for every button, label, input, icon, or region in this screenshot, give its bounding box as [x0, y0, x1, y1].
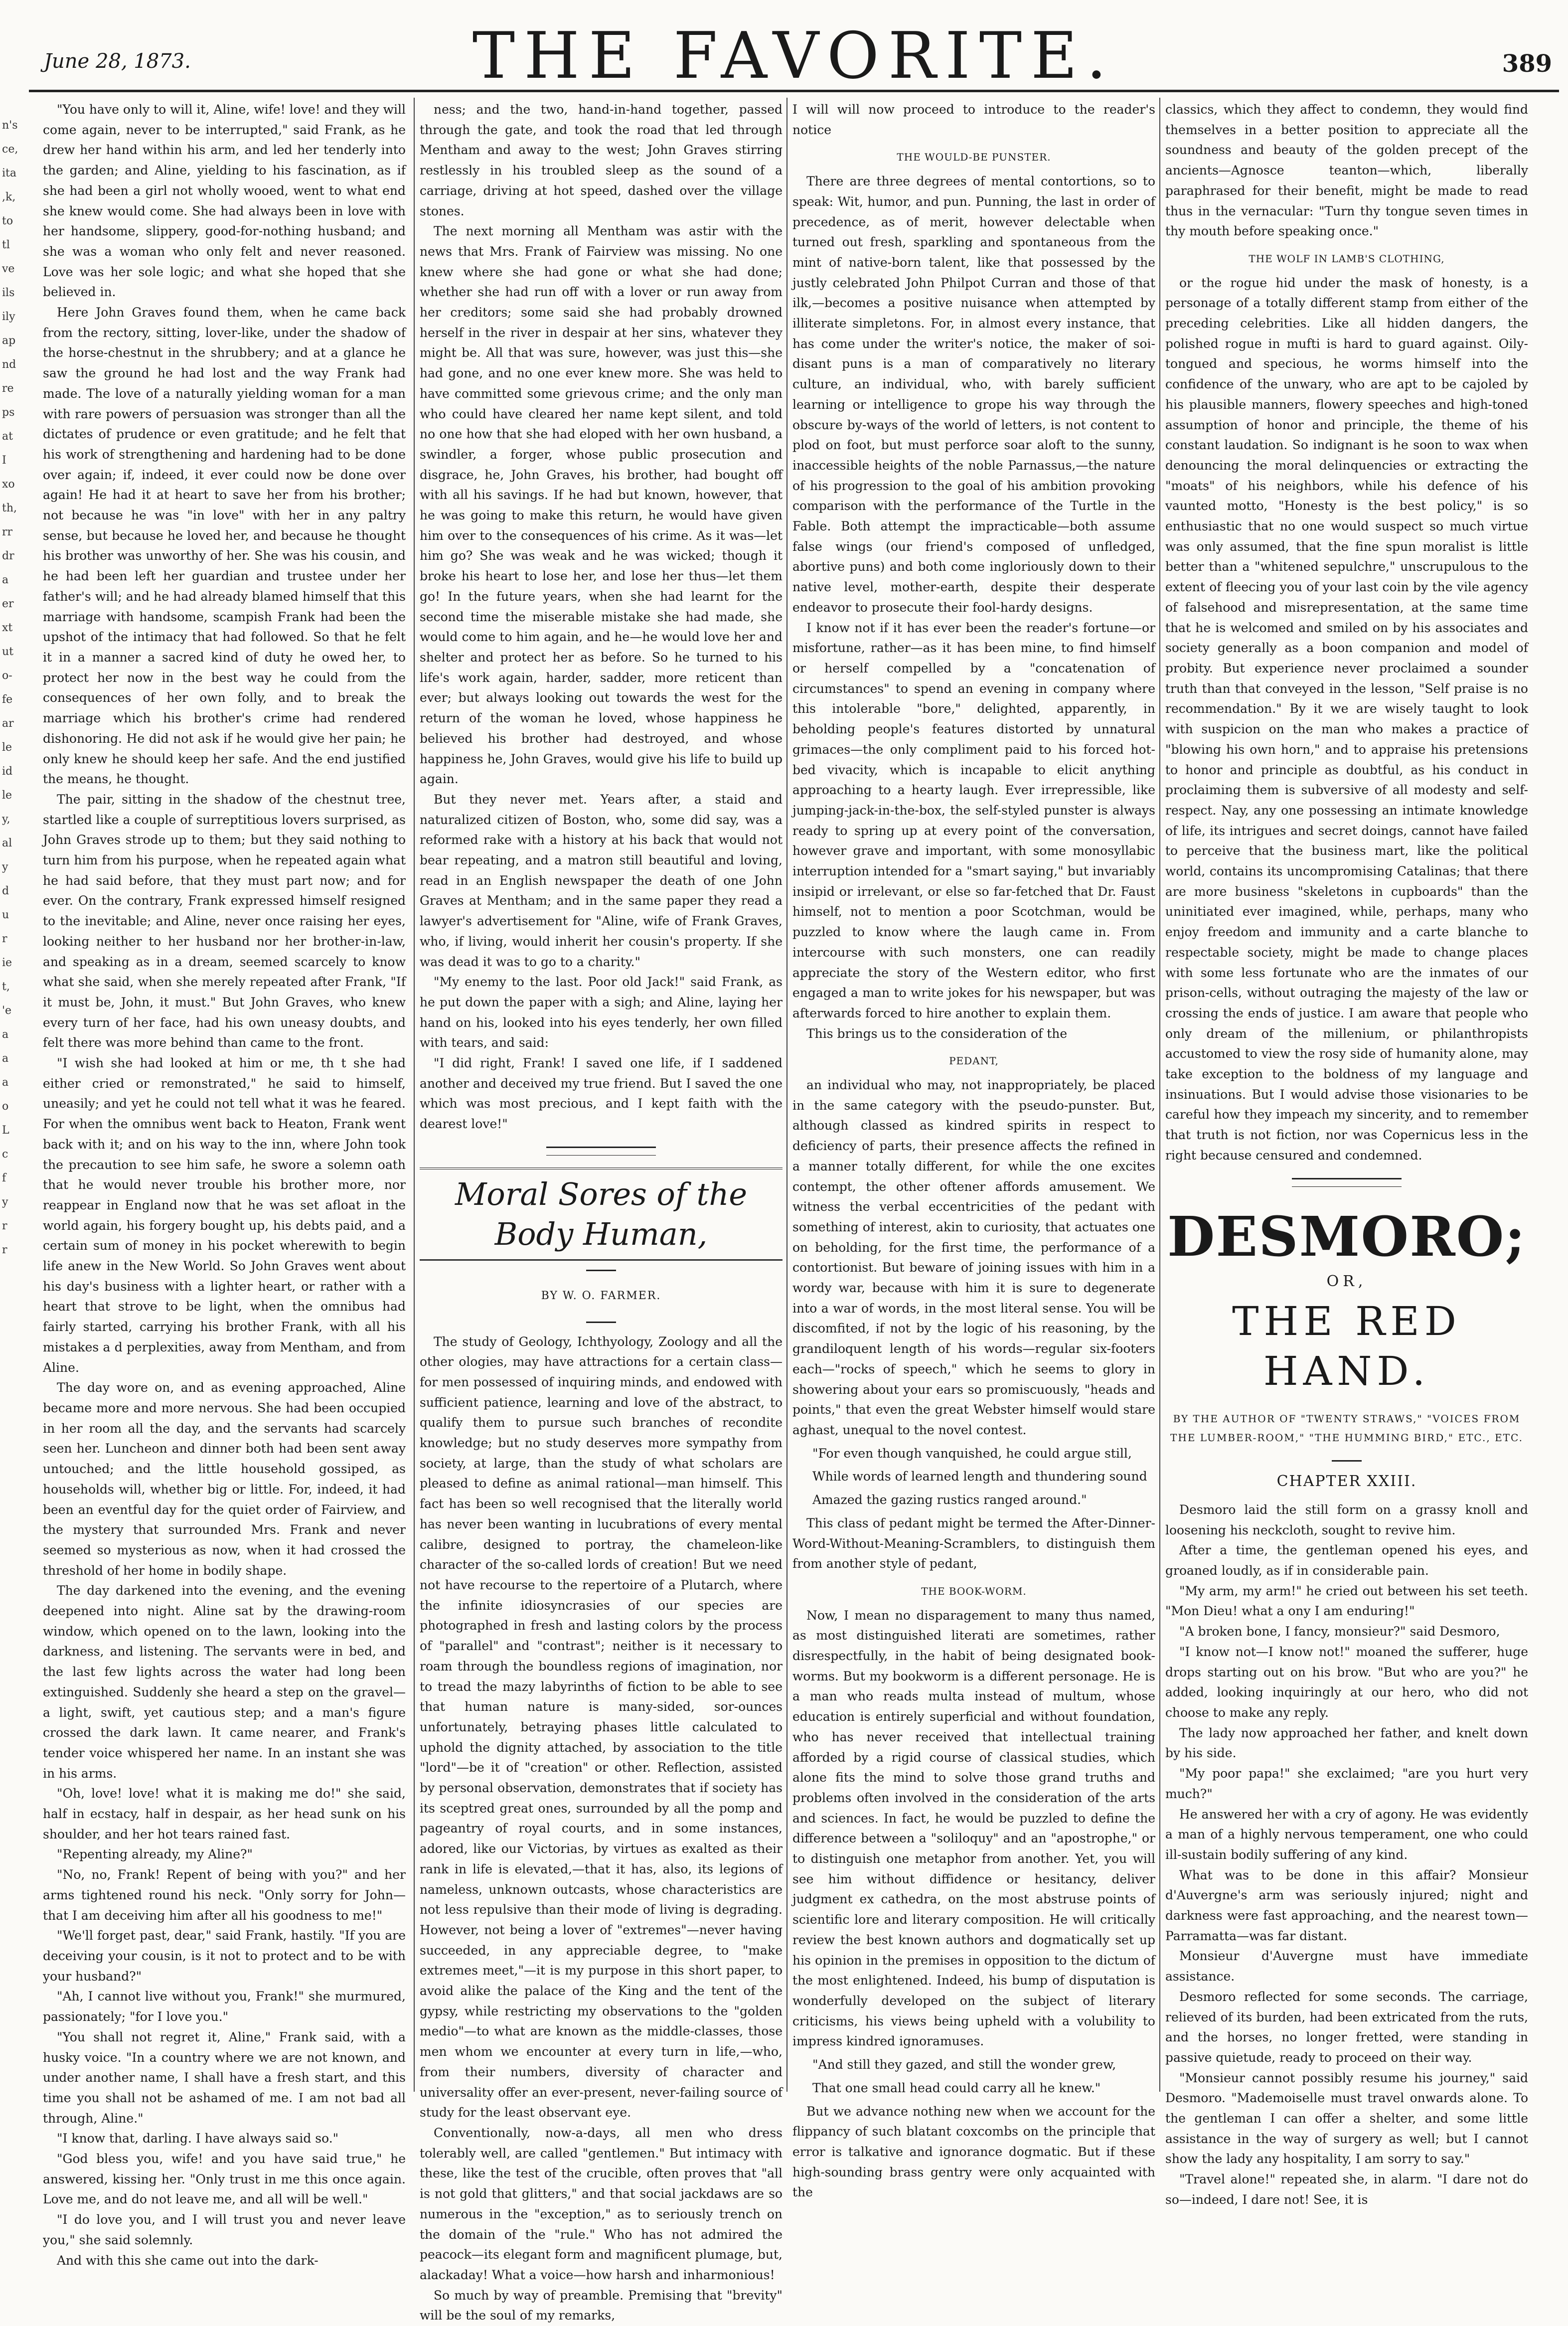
paragraph: This brings us to the consideration of the — [806, 1026, 1068, 1041]
margin-fragment: ils — [2, 287, 15, 299]
column-divider — [1159, 98, 1160, 2092]
paragraph: So much by way of preamble. Premising that "brevity" will be the soul of my remarks, — [420, 2288, 783, 2323]
column-3 — [792, 100, 1155, 2200]
paragraph: The lady now approached her father, and knelt down by his side. — [1165, 1725, 1528, 1761]
paragraph: "I wish she had looked at him or me, th t she had either cried or remonstrated," he said to himself, uneasily; and yet he could not tell what it was he feared. For when the omnibus went back to Heaton, Frank went back with it; and on his way to the inn, where John took the precaution to see him safe, he swore a solemn oath that he would never trouble his brother more, nor reappear in England now that he was set afloat in the world again, his forgery bought up, his debts paid, and a certain sum of money in his pocket wherewith to begin life anew in the New World. So John Graves went about his day's business with a lighter heart, or rather with a heart that strove to be light, when the omnibus had fairly started, carrying his brother Frank, with all his mistakes a d perplexities, away from Mentham, and from Aline. — [43, 1056, 406, 1375]
margin-fragment: y, — [2, 813, 10, 826]
section-heading: PEDANT, — [949, 1055, 999, 1067]
margin-fragment: er — [2, 598, 14, 610]
margin-fragment: ut — [2, 646, 14, 658]
margin-fragment: n's — [2, 119, 18, 132]
masthead-rule — [29, 90, 1559, 92]
verse-line: "For even though vanquished, he could argue still, — [812, 1446, 1132, 1461]
chapter-body — [1165, 1500, 1528, 2210]
paragraph: "I did right, Frank! I saved one life, if I saddened another and deceived my true friend. But I saved the one which was most precious, and I kept faith with the dearest love!" — [420, 1056, 783, 1132]
article-byline: BY W. O. FARMER. — [541, 1289, 661, 1302]
verse-line: "And still they gazed, and still the wonder grew, — [812, 2057, 1116, 2072]
section-heading: THE WOLF IN LAMB'S CLOTHING, — [1249, 252, 1445, 265]
paragraph: But they never met. Years after, a staid and naturalized citizen of Boston, who, some did say, was a reformed rake with a history at his back that would not bear repeating, and a matron still beautiful and loving, read in an English newspaper the death of one John Graves at Mentham; and in the same paper they read a lawyer's advertisement for "Aline, wife of Frank Graves, who, if living, would inherit her cousin's property. If she was dead it was to go to a charity." — [420, 792, 783, 969]
margin-fragment: ily — [2, 311, 15, 323]
newspaper-title: THE FAVORITE. — [472, 19, 1116, 93]
punster-section — [792, 171, 1155, 1044]
paragraph: or the rogue hid under the mask of honesty, is a personage of a totally different stamp from either of the preceding celebrities. Like all hidden dangers, the polished rogue in mufti is hard to guard against. Oily-tongued and specious, he worms himself into the confidence of the unwary, who are apt to be cajoled by his plausible manners, flowery speeches and high-toned assumption of honor and principle, the theme of his constant laudation. So indignant is he soon to wax when denouncing the moral delinquencies or extracting the "moats" of his neighbors, while his defence of his vaunted motto, "Honesty is the best policy," is so enthusiastic that no one would suspect so much virtue was only assumed, that the fine spun moralist is little better than a "whitened sepulchre," unscrupulous to the extent of fleecing you of your last coin by the vile agency of falsehood and misrepresentation, at the same time that he is welcomed and smiled on by his associates and society generally as a boon companion and model of probity. But experience never proclaimed a sounder truth than that conveyed in the lesson, "Self praise is no recommendation." By it we are wisely taught to look with suspicion on the man who makes a practice of "blowing his own horn," and to appraise his pretensions to honor and principle as doubtful, as his conduct in proclaiming them is subversive of all modesty and self-respect. Nay, any one possessing an intimate knowledge of life, its intrigues and secret doings, cannot have failed to perceive that the business mart, like the political world, contains its uncompromising Catalinas; that there are more business "skeletons in cupboards" than the uninitiated ever imagined, while, perhaps, many who enjoy freedom and immunity and a carte blanche to respectable society, might be made to change places with some less fortunate who are the inmates of our prison-cells, without outraging the majesty of the law or crossing the ends of justice. I am aware that people who only dream of the millenium, or philanthropists accustomed to view the rosy side of humanity alone, may take exception to the boldness of my language and insinuations. But I would advise those visionaries to be careful how they impeach my sincerity, and to remember that truth is not fiction, nor was Copernicus less in the right because censured and condemned. — [1165, 275, 1528, 1163]
paragraph: classics, which they affect to condemn, they would find themselves in a better position to appreciate all the soundness and beauty of the golden precept of the ancients—Agnosce teanton—which, liberally paraphrased for their benefit, might be made to read thus in the vernacular: "Turn thy tongue seven times in thy mouth before speaking once." — [1165, 102, 1528, 239]
serial-header — [1165, 1204, 1528, 1492]
paragraph: The day darkened into the evening, and the evening deepened into night. Aline sat by the drawing-room window, which opened on to the lawn, looking into the darkness, and listening. The servants were in bed, and the last few lights across the water had long been extinguished. Suddenly she heard a step on the gravel—a light, swift, yet cautious step; and a man's figure crossed the dark lawn. It came nearer, and Frank's tender voice whispered her name. In an instant she was in his arms. — [43, 1583, 406, 1781]
paragraph: "I know that, darling. I have always said so." — [57, 2131, 339, 2146]
margin-fragment: I — [2, 454, 6, 467]
margin-fragment: re — [2, 382, 14, 395]
margin-fragment: ie — [2, 957, 12, 969]
margin-fragment: xo — [2, 478, 15, 491]
margin-fragment: o- — [2, 669, 12, 682]
paragraph: There are three degrees of mental contortions, so to speak: Wit, humor, and pun. Punning, the last in order of precedence, as of merit, however delectable when turned out fresh, sparkling and spontaneous from the mint of native-born talent, like that possessed by the justly celebrated John Philpot Curran and those of that ilk,—becomes a positive nuisance when attempted by illiterate simpletons. For, in almost every instance, that has come under the writer's notice, the maker of soi-disant puns is a man of comparatively no literary culture, an individual, who, with barely sufficient learning or intelligence to grope his way through the obscure by-ways of the world of letters, is not content to plod on foot, but must perforce soar aloft to the sunny, inaccessible heights of the noble Parnassus,—the nature of his progression to the goal of his ambition provoking comparison with the performance of the Turtle in the Fable. Both attempt the impracticable—both assume false wings (our friend's composed of unfledged, abortive puns) and both come ingloriously down to their native level, mother-earth, despite their desperate endeavor to prosecute their fool-hardy designs. — [792, 174, 1155, 615]
bookworm-section — [792, 1606, 1155, 2052]
paragraph: The next morning all Mentham was astir with the news that Mrs. Frank of Fairview was missing. No one knew where she had gone or what she had done; whether she had run off with a lover or run away from her creditors; some said she had probably drowned herself in the river in despair at her sins, whatever they might be. All that was sure, however, was just this—she had gone, and no one ever knew more. She was held to have committed some grievous crime; and the only man who could have cleared her name kept silent, and told no one how that she had eloped with her own husband, a swindler, a forger, whose public prosecution and disgrace, he, John Graves, his brother, had bought off with all his savings. If he had but known, however, that he was going to make this return, he would have given him over to the consequences of his crime. As it was—let him go? She was weak and he was wicked; though it broke his heart to lose her, and lose her thus—let them go! In the future years, when she had learnt for the second time the miserable mistake she had made, she would come to him again, and he—he would love her and shelter and protect her as before. So he turned to his life's work again, harder, sadder, more reticent than ever; but always looking out towards the west for the return of the woman he loved, whose happiness he believed his brother had destroyed, and whose happiness he, John Graves, would give his life to build up again. — [420, 224, 783, 787]
paragraph: The day wore on, and as evening approached, Aline became more and more nervous. She had been occupied in her room all the day, and the servants had scarcely seen her. Luncheon and dinner both had been sent away untouched; and the little household gossiped, as households will, whether big or little. For, indeed, it had been an eventful day for the quiet order of Fairview, and the mystery that surrounded Mrs. Frank and never seemed so mysterious as now, when it had crossed the threshold of her home in bodily shape. — [43, 1380, 406, 1578]
margin-fragment: u — [2, 909, 9, 921]
paragraph: "God bless you, wife! and you have said true," he answered, kissing her. "Only trust in me this once again. Love me, and do not leave me, and all will be well." — [43, 2152, 406, 2207]
paragraph: "We'll forget past, dear," said Frank, hastily. "If you are deceiving your cousin, is it not to protect and to be with your husband?" — [43, 1928, 406, 1984]
section-heading: THE WOULD-BE PUNSTER. — [897, 151, 1051, 164]
paragraph: "You shall not regret it, Aline," Frank said, with a husky voice. "In a country where we are not known, and under another name, I shall have a fresh start, and this time you shall not be ashamed of me. I am not bad all through, Aline." — [43, 2029, 406, 2126]
ornament-rule — [1292, 1178, 1402, 1187]
verse-line: Amazed the gazing rustics ranged around." — [812, 1493, 1087, 1507]
verse-quote — [792, 2055, 1155, 2098]
margin-fragment: rr — [2, 526, 13, 538]
issue-date: June 28, 1873. — [44, 50, 191, 73]
verse-line: That one small head could carry all he knew." — [812, 2080, 1101, 2095]
margin-fragment: ps — [2, 406, 15, 419]
margin-fragment: c — [2, 1148, 8, 1161]
paragraph: What was to be done in this affair? Monsieur d'Auvergne's arm was seriously injured; night and darkness were fast approaching, and the nearest town—Parramatta—was far distant. — [1165, 1867, 1528, 1943]
masthead — [29, 15, 1559, 93]
paragraph: This class of pedant might be termed the After-Dinner-Word-Without-Meaning-Scramblers, to distinguish them from another style of pedant, — [792, 1515, 1155, 1571]
article-header — [420, 1167, 783, 1323]
margin-fragment: 'e — [2, 1004, 12, 1017]
margin-fragment: tl — [2, 239, 10, 251]
margin-fragment: ve — [2, 263, 15, 275]
margin-fragment: r — [2, 933, 7, 945]
paragraph: ness; and the two, hand-in-hand together, passed through the gate, and took the road that led through Mentham and away to the west; John Graves stirring restlessly in his troubled sleep as the sound of a carriage, driving at hot speed, dashed over the village stones. — [420, 102, 783, 218]
pedant-section — [792, 1075, 1155, 1441]
paragraph: "No, no, Frank! Repent of being with you?" and her arms tightened round his neck. "Only sorry for John—that I am deceiving him after all his goodness to me!" — [43, 1867, 406, 1923]
column-1 — [43, 100, 406, 2268]
page-number: 389 — [1502, 50, 1552, 78]
serial-byline: BY THE AUTHOR OF "TWENTY STRAWS," "VOICES FROM THE LUMBER-ROOM," "THE HUMMING BIRD," ETC., ETC. — [1170, 1413, 1523, 1444]
serial-dash — [1332, 1460, 1362, 1462]
story-conclusion — [420, 100, 783, 1135]
verse-quote — [792, 1444, 1155, 1510]
margin-fragment: d — [2, 885, 9, 897]
margin-fragment: th, — [2, 502, 17, 514]
margin-fragment: to — [2, 215, 13, 227]
margin-fragment: nd — [2, 358, 16, 371]
margin-fragment: o — [2, 1100, 9, 1113]
serial-title: DESMORO; — [1167, 1204, 1527, 1269]
serial-subtitle: THE RED HAND. — [1232, 1298, 1461, 1395]
paragraph: Monsieur d'Auvergne must have immediate assistance. — [1165, 1949, 1528, 1984]
paragraph: The study of Geology, Ichthyology, Zoology and all the other ologies, may have attractions for a certain class—for men possessed of inquiring minds, and endowed with sufficient patience, learning and love of the abstract, to qualify them to pursue such branches of recondite knowledge; but no study deserves more sympathy from society, at large, than the study of what scholars are pleased to define as animal rational—man himself. This fact has been so well recognised that the literally world has never been wanting in lucubrations of every mental calibre, designed to portray, the chameleon-like character of the so-called lords of creation! But we need not have recourse to the repertoire of a Plutarch, where the infinite idiosyncrasies of our species are photographed in fresh and lasting colors by the process of "parallel" and "contrast"; neither is it necessary to roam through the boundless regions of imagination, nor to tread the mazy labyrinths of fiction to be able to see that human nature is many-sided, sor-ounces unfortunately, betraying phases little calculated to uphold the dignity attached, by association to the title "lord"—be it of "creation" or other. Reflection, assisted by personal observation, demonstrates that if society has its sceptred great ones, surrounded by all the pomp and pageantry of royal courts, and in some instances, adored, like our Victorias, by virtues as exalted as their rank in life is elevated,—that it has, also, its legions of nameless, unknown outcasts, whose characteristics are not less repulsive than their mode of living is degrading. However, not being a lover of "extremes"—never having succeeded, in any appreciable degree, to "make extremes meet,"—it is my purpose in this short paper, to avoid alike the palace of the King and the tent of the gypsy, while restricting my observations to the "golden medio"—to what are known as the middle-classes, those men whom we encounter at every turn in life,—who, from their numbers, diversity of character and universality offer an ever-present, never-failing source of study for the least observant eye. — [420, 1334, 783, 2120]
article-body — [420, 1332, 783, 2326]
verse-line: While words of learned length and thundering sound — [812, 1469, 1147, 1484]
left-margin-fragments — [2, 115, 19, 1263]
margin-fragment: a — [2, 1028, 9, 1041]
wolf-section — [1165, 273, 1528, 1166]
margin-fragment: f — [2, 1172, 6, 1184]
margin-fragment: r — [2, 1244, 7, 1256]
paragraph: "My arm, my arm!" he cried out between his set teeth. "Mon Dieu! what a ony I am enduring!" — [1165, 1583, 1528, 1619]
paragraph: And with this she came out into the dark- — [57, 2253, 318, 2268]
margin-fragment: ita — [2, 167, 16, 179]
margin-fragment: y — [2, 861, 8, 873]
paragraph: "Oh, love! love! what it is making me do!" she said, half in ecstacy, half in despair, as her head sunk on his shoulder, and her hot tears rained fast. — [43, 1786, 406, 1841]
ornament-rule — [546, 1147, 656, 1156]
column-divider — [786, 98, 787, 2092]
paragraph: Desmoro reflected for some seconds. The carriage, relieved of its burden, had been extricated from the ruts, and the horses, no longer fretted, were standing in passive quietude, ready to proceed on their way. — [1165, 1989, 1528, 2065]
paragraph: Now, I mean no disparagement to many thus named, as most distinguished literati are sometimes, rather disrespectfully, in the habit of being designated book-worms. But my bookworm is a different personage. He is a man who reads multa instead of multum, whose education is entirely superficial and without foundation, who has never received that intellectual training afforded by a rigid course of classical studies, which alone fits the mind to solve those grand truths and problems often involved in the consideration of the arts and sciences. In fact, he would be puzzled to define the difference between a "soliloquy" and an "apostrophe," or to distinguish one metaphor from another. Yet, you will see him without diffidence or hesitancy, deliver judgment ex cathedra, on the most abstruse points of scientific lore and literary composition. He will critically review the best known authors and dogmatically set up his opinion in the premises in opposition to the dictum of the most enlightened. Indeed, his bump of disputation is wonderfully developed on the subject of literary criticisms, his views being upheld with a volubility to impress kindred ignoramuses. — [792, 1608, 1155, 2049]
margin-fragment: t, — [2, 981, 10, 993]
paragraph: Here John Graves found them, when he came back from the rectory, sitting, lover-like, under the shadow of the horse-chestnut in the shrubbery; and at a glance he saw the ground he had lost and the way Frank had made. The love of a naturally yielding woman for a man with rare powers of persuasion was stronger than all the dictates of prudence or even gratitude; and he felt that his work of strengthening and hardening had to be done over again; if, indeed, it ever could now be done over again! He had it at heart to save her from his brother; not because he was "in love" with her in any paltry sense, but because he loved her, and because he thought his brother was unworthy of her. She was his cousin, and he had been left her guardian and trustee under her father's will; and he had already blamed himself that this marriage with handsome, scampish Frank had been the upshot of the intimacy that had followed. So that he felt it in a manner a sacred kind of duty he owed her, to protect her now in the best way he could from the consequences of her own folly, and to break the marriage which his brother's crime had rendered dishonoring. He did not ask if he would give her pain; he only knew he should keep her safe. And the end justified the means, he thought. — [43, 305, 406, 787]
paragraph: He answered her with a cry of agony. He was evidently a man of a highly nervous temperament, one who could ill-sustain bodily suffering of any kind. — [1165, 1807, 1528, 1862]
title-dash — [586, 1270, 616, 1271]
margin-fragment: at — [2, 430, 13, 443]
paragraph: "Monsieur cannot possibly resume his journey," said Desmoro. "Mademoiselle must travel onwards alone. To the gentleman I can offer a shelter, and some little assistance in the way of surgery as well; but I cannot show the lady any hospitality, I am sorry to say." — [1165, 2070, 1528, 2166]
margin-fragment: r — [2, 1220, 7, 1232]
margin-fragment: a — [2, 574, 9, 586]
paragraph: "My enemy to the last. Poor old Jack!" said Frank, as he put down the paper with a sigh; and Aline, laying her hand on his, looked into his eyes tenderly, her own filled with tears, and said: — [420, 975, 783, 1050]
paragraph: Conventionally, now-a-days, all men who dress tolerably well, are called "gentlemen." But intimacy with these, like the test of the crucible, often proves that "all is not gold that glitters," and that social jackdaws are so numerous in the "exception," as to seriously trench on the domain of the "rule." Who has not admired the peacock—its elegant form and magnificent plumage, but, alackaday! What a voice—how harsh and inharmonious! — [420, 2125, 783, 2282]
paragraph: But we advance nothing new when we account for the flippancy of such blatant coxcombs on the principle that error is talkative and ignorance dogmatic. But if these high-sounding brass gentry were only acquainted with the — [792, 2104, 1155, 2200]
margin-fragment: id — [2, 765, 13, 778]
paragraph: I know not if it has ever been the reader's fortune—or misfortune, rather—as it has been mine, to find himself or herself compelled by a "concatenation of circumstances" to spend an evening in company where this intolerable "bore," delighted, apparently, in beholding people's features distorted by unnatural grimaces—the only compliment paid to his forced hot-bed vivacity, which is incapable to elicit anything approaching to a hearty laugh. Ever irrepressible, like jumping-jack-in-the-box, the self-styled punster is always ready to spring up at every point of the conversation, however grave and important, with some monosyllabic interruption intended for a "smart saying," but invariably insipid or irrelevant, or else so far-fetched that Dr. Faust himself, not to mention a poor Scotchman, would be puzzled to know where the laugh came in. From intercourse with such monsters, one can readily appreciate the story of the Western editor, who first engaged a man to write jokes for his newspaper, but was afterwards forced to hire another to explain them. — [792, 620, 1155, 1020]
paragraph: "Travel alone!" repeated she, in alarm. "I dare not do so—indeed, I dare not! See, it is — [1165, 2172, 1528, 2207]
paragraph: The pair, sitting in the shadow of the chestnut tree, startled like a couple of surreptitious lovers surprised, as John Graves strode up to them; but they said nothing to turn him from his purpose, when he repeated again what he had said before, that they must part now; and for ever. On the contrary, Frank expressed himself resigned to the inevitable; and Aline, never once raising her eyes, looking neither to her husband nor her brother-in-law, and speaking as in a dream, seemed scarcely to know what she said, when she merely repeated after Frank, "If it must be, John, it must." But John Graves, who knew every turn of her face, had his own uneasy doubts, and felt there was more behind than came to the front. — [43, 792, 406, 1050]
paragraph: "You have only to will it, Aline, wife! love! and they will come again, never to be interrupted," said Frank, as he drew her hand within his arm, and led her tenderly into the garden; and Aline, yielding to his fascination, as if she had been a girl not wholly wooed, went to what end she knew would come. She had always been in love with her handsome, slippery, good-for-nothing husband; and she was a woman who only felt and never reasoned. Love was her sole logic; and what she hoped that she believed in. — [43, 102, 406, 300]
serial-or: OR, — [1326, 1272, 1367, 1290]
margin-fragment: L — [2, 1124, 9, 1137]
paragraph: "My poor papa!" she exclaimed; "are you hurt very much?" — [1165, 1766, 1528, 1801]
paragraph: I will will now proceed to introduce to the reader's notice — [792, 102, 1155, 137]
margin-fragment: a — [2, 1076, 9, 1089]
paragraph: "Ah, I cannot live without you, Frank!" she murmured, passionately; "for I love you." — [43, 1989, 406, 2024]
column-2 — [420, 100, 783, 2323]
margin-fragment: fe — [2, 693, 13, 706]
paragraph: After a time, the gentleman opened his eyes, and groaned loudly, as if in considerable pain. — [1165, 1543, 1528, 1578]
margin-fragment: le — [2, 741, 12, 754]
margin-fragment: ce, — [2, 143, 18, 156]
article-title: Moral Sores of the Body Human, — [420, 1167, 783, 1261]
paragraph: "Repenting already, my Aline?" — [57, 1847, 253, 1862]
section-heading: THE BOOK-WORM. — [921, 1585, 1027, 1597]
margin-fragment: ar — [2, 717, 14, 730]
margin-fragment: a — [2, 1052, 9, 1065]
margin-fragment: dr — [2, 550, 14, 562]
column-divider — [414, 98, 415, 2092]
paragraph: "A broken bone, I fancy, monsieur?" said Desmoro, — [1179, 1624, 1500, 1639]
paragraph: "I do love you, and I will trust you and never leave you," she said solemnly. — [43, 2212, 406, 2247]
paragraph: Desmoro laid the still form on a grassy knoll and loosening his neckcloth, sought to revive him. — [1165, 1502, 1528, 1537]
margin-fragment: xt — [2, 622, 13, 634]
chapter-heading: CHAPTER XXIII. — [1276, 1473, 1417, 1491]
margin-fragment: ,k, — [2, 191, 16, 203]
margin-fragment: y — [2, 1196, 8, 1208]
byline-dash — [586, 1322, 616, 1323]
column-4 — [1165, 100, 1528, 2207]
paragraph: "I know not—I know not!" moaned the sufferer, huge drops starting out on his brow. "But who are you?" he added, looking inquiringly at our hero, who did not choose to make any reply. — [1165, 1644, 1528, 1720]
margin-fragment: al — [2, 837, 12, 849]
paragraph: an individual who may, not inappropriately, be placed in the same category with the pseudo-punster. But, although classed as kindred spirits in respect to deficiency of parts, their presence affects the refined in a manner totally different, for while the one excites contempt, the other oftener affords amusement. We witness the verbal eccentricities of the pedant with something of interest, akin to curiosity, that actuates one on beholding, for the first time, the performance of a contortionist. But beware of joining issues with him in a wordy war, because with him it is sure to degenerate into a war of words, in the most literal sense. You will be discomfited, if not by the logic of his reasoning, by the grandiloquent length of his words—regular six-footers each—"rocks of speech," which he seems to glory in showering about your ears so promiscuously, "heads and points," that even the great Webster himself would stare aghast, unequal to the novel contest. — [792, 1078, 1155, 1437]
margin-fragment: le — [2, 789, 12, 802]
margin-fragment: ap — [2, 334, 16, 347]
